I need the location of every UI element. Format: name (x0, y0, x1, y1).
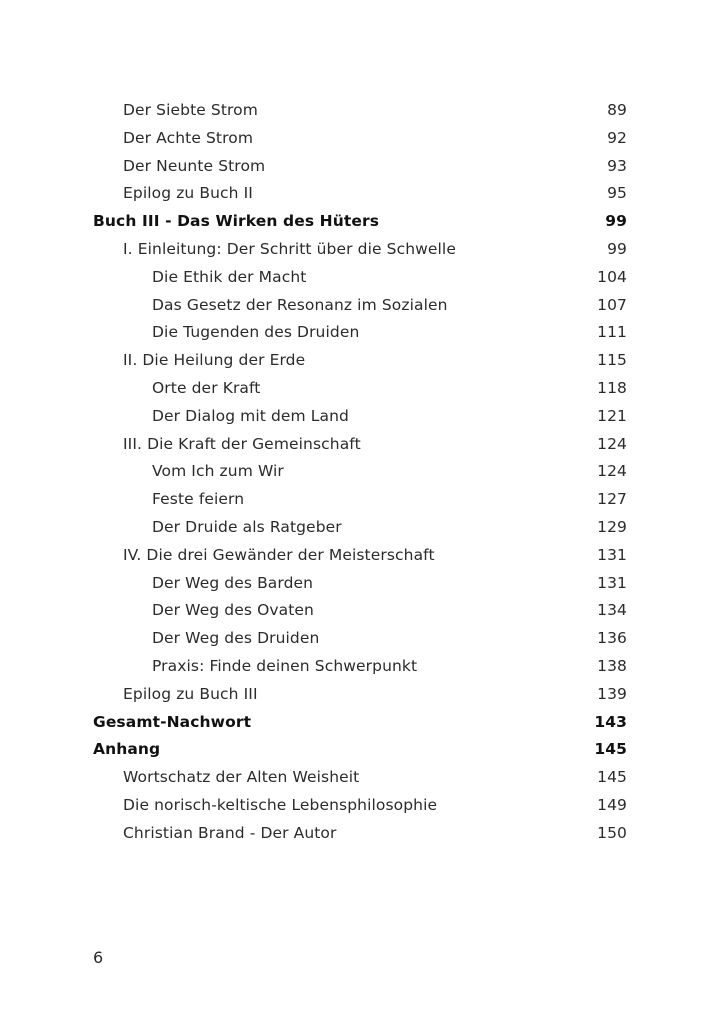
toc-entry (0, 264, 720, 292)
toc-entry-page: 150 (597, 823, 627, 842)
toc-entry-page: 118 (597, 378, 627, 397)
toc-entry-title: Praxis: Finde deinen Schwerpunkt (152, 656, 418, 675)
toc-entry-title: Orte der Kraft (152, 378, 261, 397)
toc-entry (0, 764, 720, 792)
toc-entry-title: Feste feiern (152, 490, 245, 509)
page-number: 6 (93, 948, 104, 967)
toc-entry (0, 458, 720, 486)
toc-entry-title: Das Gesetz der Resonanz im Sozialen (152, 295, 448, 314)
toc-entry-page: 111 (597, 323, 627, 342)
toc-entry (0, 153, 720, 181)
toc-entry-title: Der Weg des Barden (152, 573, 314, 592)
toc-entry-title: Buch III - Das Wirken des Hüters (93, 212, 380, 231)
toc-entry (0, 486, 720, 514)
toc-entry-title: II. Die Heilung der Erde (123, 351, 306, 370)
toc-entry-title: Der Achte Strom (123, 128, 254, 147)
toc-entry-page: 131 (597, 545, 627, 564)
toc-entry-title: Vom Ich zum Wir (152, 462, 284, 481)
toc-entry-page: 115 (597, 351, 627, 370)
toc-entry (0, 97, 720, 125)
toc-entry (0, 570, 720, 598)
toc-entry-page: 129 (597, 517, 627, 536)
toc-entry-page: 145 (597, 768, 627, 787)
toc-entry (0, 597, 720, 625)
toc-entry-page: 145 (594, 740, 627, 759)
toc-entry-page: 127 (597, 490, 627, 509)
toc-entry-title: Der Siebte Strom (123, 101, 258, 119)
toc-entry-title: IV. Die drei Gewänder der Meisterschaft (123, 545, 435, 564)
toc-entry-title: Anhang (93, 740, 161, 759)
toc-entry-title: Der Weg des Druiden (152, 629, 320, 648)
toc-entry (0, 431, 720, 459)
toc-entry-page: 124 (597, 462, 627, 481)
toc-entry-title: Epilog zu Buch III (123, 684, 258, 703)
toc-entry (0, 180, 720, 208)
toc-entry-page: 124 (597, 434, 627, 453)
toc-entry-title: Die Ethik der Macht (152, 267, 307, 286)
toc-entry (0, 820, 720, 848)
toc-entry-title: Der Neunte Strom (123, 156, 266, 175)
toc-entry-title: Gesamt-Nachwort (93, 712, 252, 731)
toc-entry-title: Die norisch-keltische Lebensphilosophie (123, 795, 438, 814)
toc-entry (0, 236, 720, 264)
toc-entry (0, 736, 720, 764)
toc-entry (0, 653, 720, 681)
toc-entry (0, 792, 720, 820)
table-of-contents (0, 97, 720, 848)
toc-entry-page: 107 (597, 295, 627, 314)
toc-entry (0, 709, 720, 737)
toc-entry-page: 143 (594, 712, 627, 731)
toc-entry (0, 347, 720, 375)
toc-entry-title: Die Tugenden des Druiden (152, 323, 360, 342)
toc-entry (0, 514, 720, 542)
toc-entry-title: Epilog zu Buch II (123, 184, 253, 203)
toc-entry-page: 138 (597, 656, 627, 675)
toc-entry-page: 121 (597, 406, 627, 425)
toc-entry (0, 292, 720, 320)
toc-entry (0, 542, 720, 570)
toc-entry-title: Der Weg des Ovaten (152, 601, 314, 620)
toc-entry (0, 403, 720, 431)
toc-entry-page: 134 (597, 601, 627, 620)
toc-entry (0, 319, 720, 347)
toc-entry (0, 208, 720, 236)
toc-entry-title: I. Einleitung: Der Schritt über die Schwelle (123, 239, 456, 258)
toc-entry-page: 92 (607, 128, 627, 147)
toc-entry-page: 89 (607, 101, 627, 119)
toc-entry-title: Wortschatz der Alten Weisheit (123, 768, 360, 787)
toc-entry (0, 125, 720, 153)
toc-entry-page: 104 (597, 267, 627, 286)
toc-entry-page: 149 (597, 795, 627, 814)
toc-entry-page: 93 (607, 156, 627, 175)
toc-entry-title: III. Die Kraft der Gemeinschaft (123, 434, 361, 453)
toc-entry-page: 95 (607, 184, 627, 203)
toc-entry-page: 131 (597, 573, 627, 592)
toc-entry (0, 375, 720, 403)
toc-entry-title: Der Dialog mit dem Land (152, 406, 349, 425)
toc-entry-page: 99 (607, 239, 627, 258)
toc-entry (0, 681, 720, 709)
toc-entry-page: 99 (605, 212, 627, 231)
toc-entry-title: Christian Brand - Der Autor (123, 823, 337, 842)
toc-entry-page: 136 (597, 629, 627, 648)
toc-entry-page: 139 (597, 684, 627, 703)
toc-entry-title: Der Druide als Ratgeber (152, 517, 342, 536)
toc-entry (0, 625, 720, 653)
